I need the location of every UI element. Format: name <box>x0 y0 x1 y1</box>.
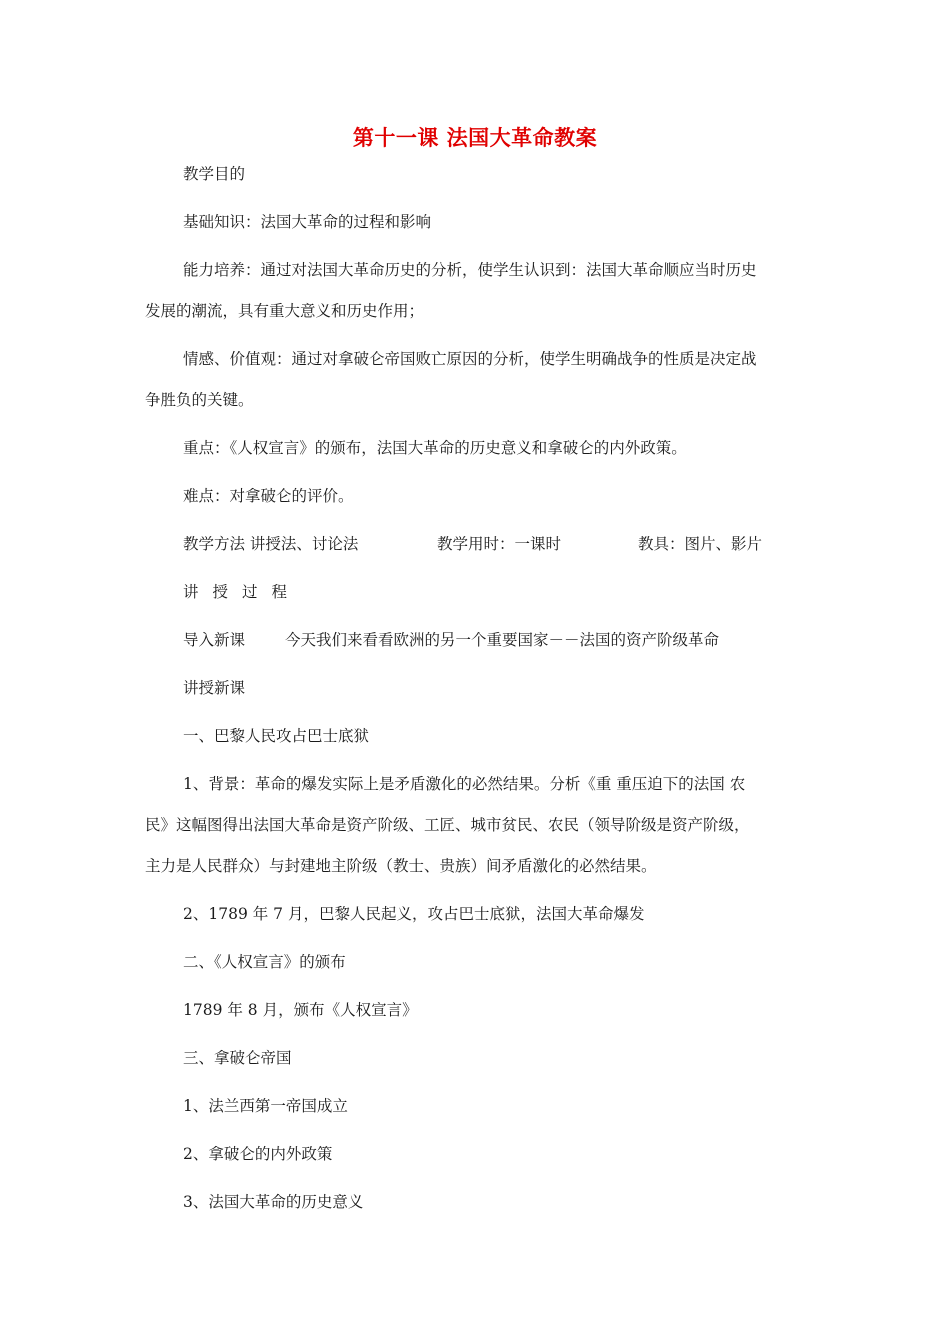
ability-line-2: 发展的潮流，具有重大意义和历史作用； <box>145 302 425 320</box>
background-line-3: 主力是人民群众）与封建地主阶级（教士、贵族）间矛盾激化的必然结果。 <box>145 857 657 875</box>
background-line-1: 1、背景：革命的爆发实际上是矛盾激化的必然结果。分析《重 重压迫下的法国 农 <box>183 775 746 793</box>
section-2-heading: 二、《人权宣言》的颁布 <box>183 953 346 971</box>
lecture-process: 讲授过程 <box>183 583 302 601</box>
key-point: 重点：《人权宣言》的颁布，法国大革命的历史意义和拿破仑的内外政策。 <box>183 439 687 457</box>
sub-item-2: 2、拿破仑的内外政策 <box>183 1145 333 1163</box>
section-1-heading: 一、巴黎人民攻占巴士底狱 <box>183 727 370 745</box>
teaching-tools: 教具：图片、影片 <box>638 535 763 553</box>
sub-item-3: 3、法国大革命的历史意义 <box>183 1193 364 1211</box>
emotion-line-2: 争胜负的关键。 <box>145 391 254 409</box>
item-2: 2、1789 年 7 月，巴黎人民起义，攻占巴士底狱，法国大革命爆发 <box>183 905 645 923</box>
basic-knowledge: 基础知识：法国大革命的过程和影响 <box>183 213 432 231</box>
emotion-line-1: 情感、价值观：通过对拿破仑帝国败亡原因的分析，使学生明确战争的性质是决定战 <box>183 350 757 368</box>
intro-label: 导入新课 <box>183 631 246 649</box>
background-line-2: 民》这幅图得出法国大革命是资产阶级、工匠、城市贫民、农民（领导阶级是资产阶级， <box>145 816 750 834</box>
section-3-heading: 三、拿破仑帝国 <box>183 1049 292 1067</box>
difficulty: 难点：对拿破仑的评价。 <box>183 487 354 505</box>
new-lesson-heading: 讲授新课 <box>183 679 246 697</box>
intro-text: 今天我们来看看欧洲的另一个重要国家－－法国的资产阶级革命 <box>285 631 720 649</box>
page-title: 第十一课 法国大革命教案 <box>352 125 598 150</box>
sub-item-1: 1、法兰西第一帝国成立 <box>183 1097 348 1115</box>
objectives-heading: 教学目的 <box>183 165 246 183</box>
teaching-time: 教学用时：一课时 <box>437 535 562 553</box>
declaration-date: 1789 年 8 月，颁布《人权宣言》 <box>183 1001 418 1019</box>
teaching-method: 教学方法 讲授法、讨论法 <box>183 535 359 553</box>
ability-line-1: 能力培养：通过对法国大革命历史的分析，使学生认识到：法国大革命顺应当时历史 <box>183 261 757 279</box>
